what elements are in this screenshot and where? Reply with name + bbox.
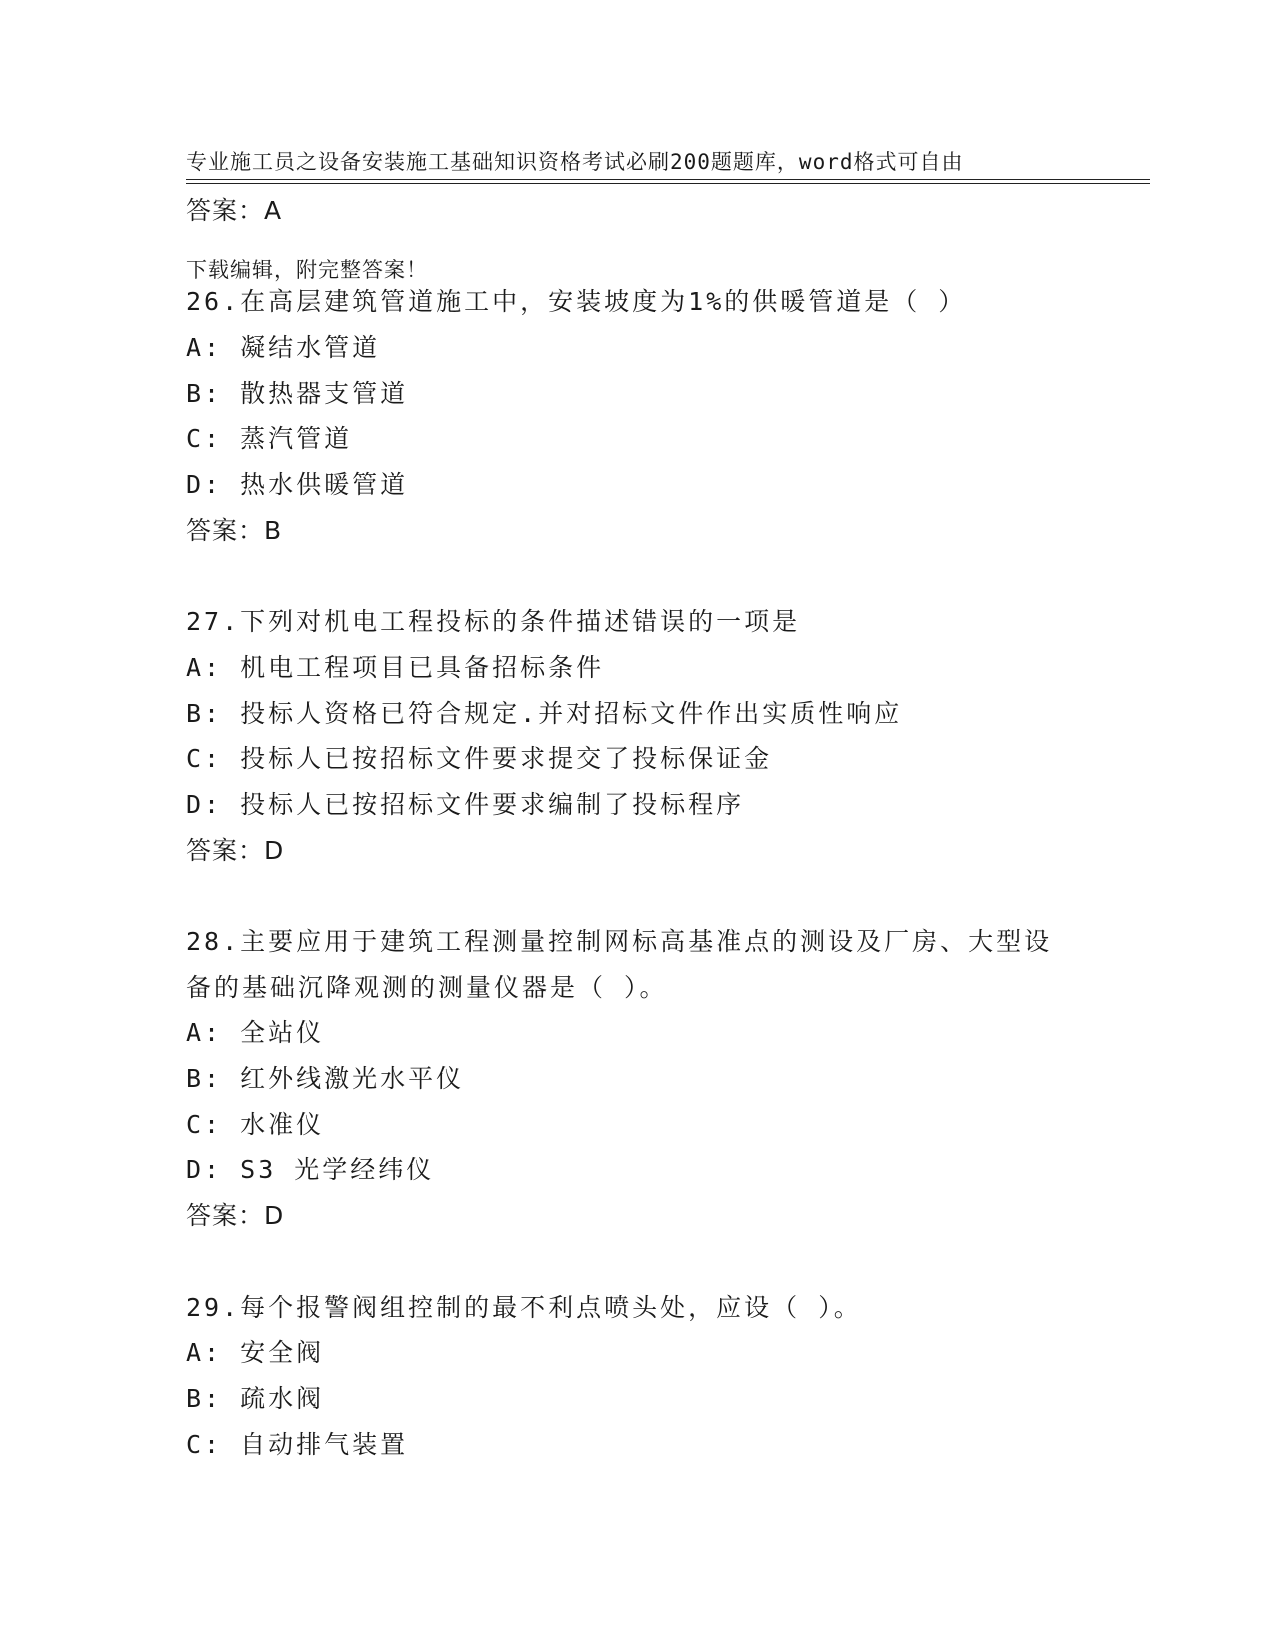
option-d: D: 投标人已按招标文件要求编制了投标程序 (186, 789, 745, 819)
header-rule-bottom (186, 183, 1150, 184)
question-list (186, 188, 1086, 1467)
option-b: B: 疏水阀 (186, 1383, 325, 1413)
option-d: D: 热水供暖管道 (186, 470, 409, 500)
question-27 (186, 599, 1086, 873)
spacer (186, 1239, 1086, 1285)
option-a: A: 全站仪 (186, 1018, 325, 1048)
option-b: B: 散热器支管道 (186, 378, 409, 408)
option-c: C: 投标人已按招标文件要求提交了投标保证金 (186, 744, 773, 774)
question-28 (186, 919, 1086, 1239)
question-29 (186, 1285, 1086, 1468)
option-a: A: 安全阀 (186, 1338, 325, 1368)
option-a: A: 凝结水管道 (186, 333, 381, 363)
answer: 答案：D (186, 835, 285, 865)
spacer (186, 234, 1086, 280)
header-rule-top (186, 179, 1150, 180)
option-b: B: 红外线激光水平仪 (186, 1064, 465, 1094)
header-line-2: 下载编辑，附完整答案！ (186, 258, 428, 282)
spacer (186, 873, 1086, 919)
option-c: C: 水准仪 (186, 1109, 325, 1139)
question-stem: 26.在高层建筑管道施工中，安装坡度为1%的供暖管道是（ ） (186, 287, 967, 317)
answer: 答案：D (186, 1201, 285, 1231)
question-stem: 29.每个报警阀组控制的最不利点喷头处，应设（ ）。 (186, 1292, 862, 1322)
option-c: C: 蒸汽管道 (186, 424, 353, 454)
spacer (186, 554, 1086, 600)
option-d: D: S3 光学经纬仪 (186, 1155, 435, 1185)
question-26 (186, 279, 1086, 553)
option-c: C: 自动排气装置 (186, 1429, 409, 1459)
header-line-1: 专业施工员之设备安装施工基础知识资格考试必刷200题题库，word格式可自由 (186, 150, 964, 174)
answer: 答案：B (186, 515, 283, 545)
question-stem: 27.下列对机电工程投标的条件描述错误的一项是 (186, 607, 801, 637)
option-a: A: 机电工程项目已具备招标条件 (186, 652, 605, 682)
answer-prev: 答案：A (186, 196, 283, 225)
option-b: B: 投标人资格已符合规定.并对招标文件作出实质性响应 (186, 698, 903, 728)
question-stem-line-1: 28.主要应用于建筑工程测量控制网标高基准点的测设及厂房、大型设 (186, 927, 1053, 956)
question-stem-line-2: 备的基础沉降观测的测量仪器是（ ）。 (186, 972, 668, 1002)
